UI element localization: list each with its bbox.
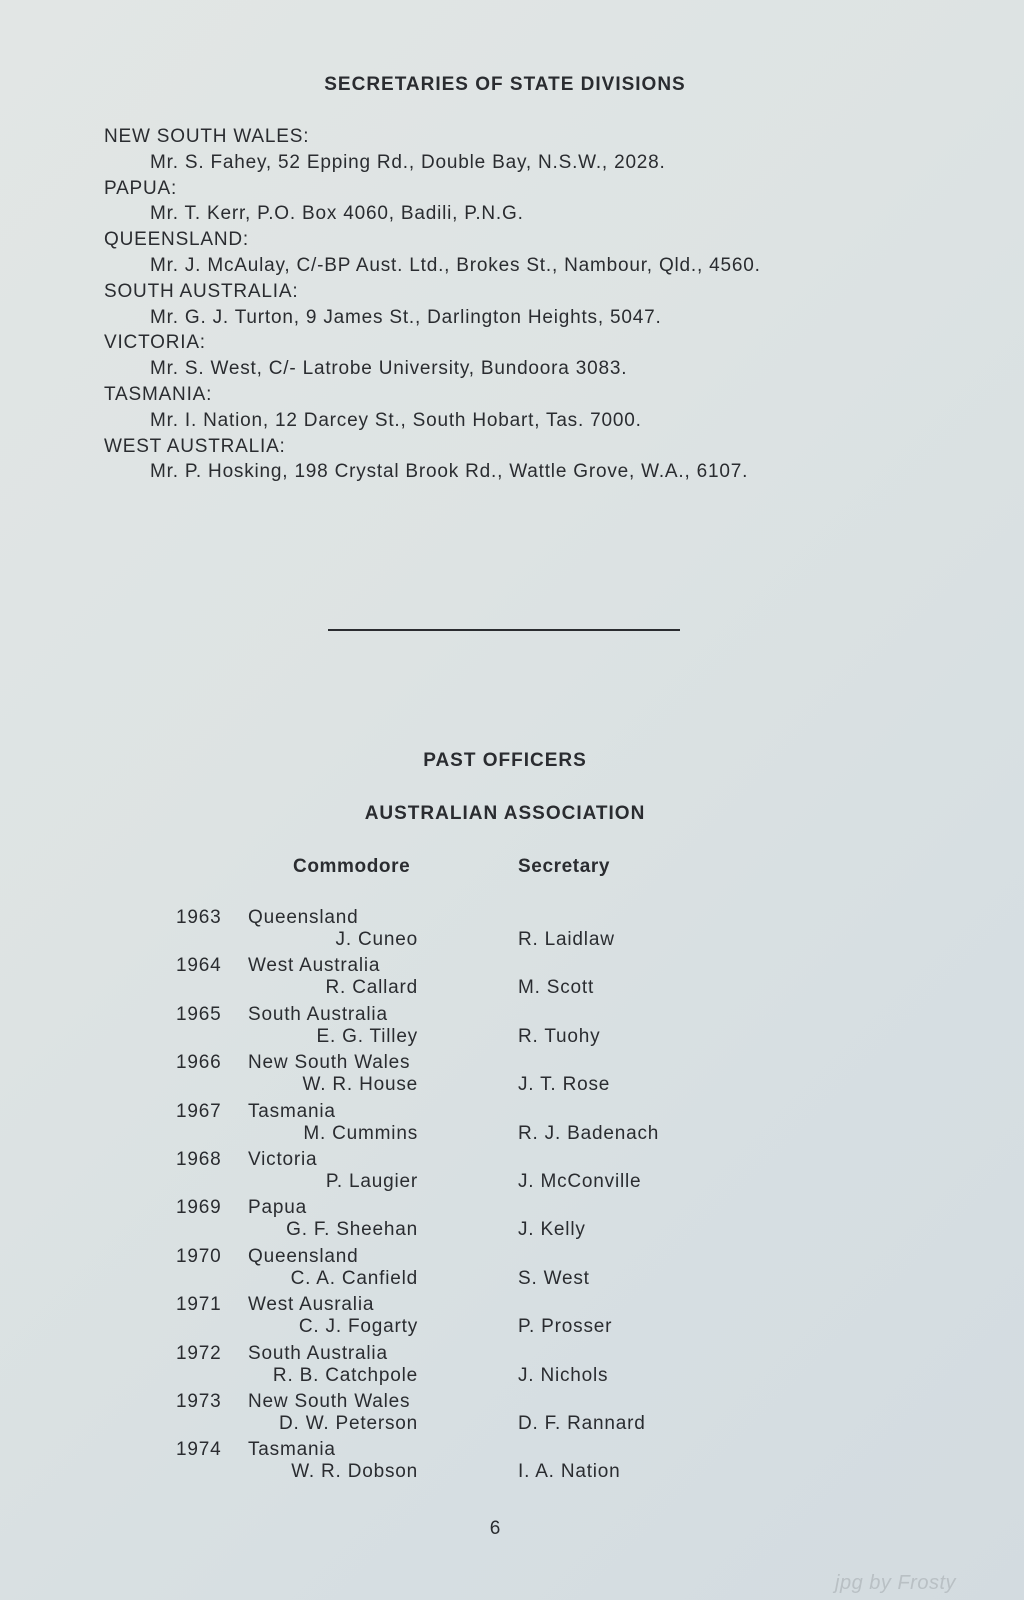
past-officers-title: PAST OFFICERS xyxy=(423,750,587,771)
officer-entry xyxy=(0,1101,1024,1149)
entry-commodore: C. A. Canfield xyxy=(290,1267,418,1289)
officer-entry xyxy=(0,1197,1024,1245)
page-number: 6 xyxy=(489,1518,501,1539)
officer-entry xyxy=(0,1294,1024,1342)
division-item xyxy=(104,227,761,279)
entry-state: Tasmania xyxy=(248,1439,336,1461)
officer-entry xyxy=(0,1149,1024,1197)
past-officers-list xyxy=(0,907,1024,1488)
section-divider xyxy=(328,629,680,631)
entry-secretary: M. Scott xyxy=(518,977,595,999)
division-item xyxy=(104,382,761,434)
entry-state: New South Wales xyxy=(248,1052,411,1074)
entry-commodore: E. G. Tilley xyxy=(316,1025,418,1047)
division-address: Mr. I. Nation, 12 Darcey St., South Hobart, Tas. 7000. xyxy=(150,409,642,431)
entry-secretary: J. Kelly xyxy=(518,1219,586,1241)
entry-state: South Australia xyxy=(248,1342,388,1364)
division-state: QUEENSLAND: xyxy=(104,229,250,251)
entry-year: 1964 xyxy=(176,955,222,977)
division-address: Mr. S. Fahey, 52 Epping Rd., Double Bay, N.S.W., 2028. xyxy=(150,151,666,173)
secretaries-title: SECRETARIES OF STATE DIVISIONS xyxy=(324,74,686,95)
secretary-column-header: Secretary xyxy=(518,856,611,877)
division-address: Mr. S. West, C/- Latrobe University, Bundoora 3083. xyxy=(150,358,628,380)
division-state: VICTORIA: xyxy=(104,332,206,354)
officer-entry xyxy=(0,1391,1024,1439)
entry-year: 1974 xyxy=(176,1439,222,1461)
entry-secretary: J. T. Rose xyxy=(518,1074,611,1096)
watermark: jpg by Frosty xyxy=(835,1572,956,1594)
division-item xyxy=(104,330,761,382)
entry-secretary: S. West xyxy=(518,1267,590,1289)
entry-commodore: D. W. Peterson xyxy=(279,1412,418,1434)
officer-entry xyxy=(0,1052,1024,1100)
entry-state: Papua xyxy=(248,1197,307,1219)
division-state: NEW SOUTH WALES: xyxy=(104,126,310,147)
division-state: PAPUA: xyxy=(104,177,178,199)
division-item xyxy=(104,124,761,176)
entry-secretary: J. McConville xyxy=(518,1170,642,1192)
entry-year: 1970 xyxy=(176,1245,222,1267)
entry-year: 1968 xyxy=(176,1148,222,1170)
entry-secretary: P. Prosser xyxy=(518,1316,613,1338)
association-title: AUSTRALIAN ASSOCIATION xyxy=(364,803,646,824)
divisions-list xyxy=(104,124,761,485)
officer-entry xyxy=(0,955,1024,1003)
entry-year: 1966 xyxy=(176,1052,222,1074)
division-address: Mr. P. Hosking, 198 Crystal Brook Rd., Wattle Grove, W.A., 6107. xyxy=(150,461,749,483)
entry-commodore: P. Laugier xyxy=(325,1170,418,1192)
entry-state: Victoria xyxy=(248,1148,318,1170)
division-item xyxy=(104,176,761,228)
entry-secretary: R. J. Badenach xyxy=(518,1122,660,1144)
entry-secretary: I. A. Nation xyxy=(518,1461,621,1483)
entry-commodore: R. Callard xyxy=(325,977,418,999)
entry-secretary: D. F. Rannard xyxy=(518,1412,646,1434)
commodore-column-header: Commodore xyxy=(293,856,411,877)
division-item xyxy=(104,434,761,486)
officer-entry xyxy=(0,1004,1024,1052)
entry-secretary: R. Laidlaw xyxy=(518,929,615,950)
entry-commodore: W. R. Dobson xyxy=(291,1461,418,1483)
entry-state: Tasmania xyxy=(248,1100,336,1122)
division-address: Mr. G. J. Turton, 9 James St., Darlington Heights, 5047. xyxy=(150,306,662,328)
entry-state: West Australia xyxy=(248,955,381,977)
entry-year: 1972 xyxy=(176,1342,222,1364)
division-address: Mr. J. McAulay, C/-BP Aust. Ltd., Brokes St., Nambour, Qld., 4560. xyxy=(150,254,761,276)
entry-commodore: W. R. House xyxy=(302,1074,418,1096)
entry-state: Queensland xyxy=(248,907,359,928)
entry-secretary: J. Nichols xyxy=(518,1364,609,1386)
entry-year: 1969 xyxy=(176,1197,222,1219)
entry-year: 1973 xyxy=(176,1390,222,1412)
division-state: TASMANIA: xyxy=(104,383,213,405)
officer-entry xyxy=(0,1439,1024,1487)
entry-commodore: C. J. Fogarty xyxy=(298,1316,418,1338)
entry-commodore: M. Cummins xyxy=(303,1122,418,1144)
officer-entry xyxy=(0,1343,1024,1391)
entry-commodore: G. F. Sheehan xyxy=(286,1219,418,1241)
entry-commodore: J. Cuneo xyxy=(335,929,418,950)
entry-year: 1971 xyxy=(176,1294,222,1316)
entry-state: West Ausralia xyxy=(248,1294,375,1316)
entry-year: 1967 xyxy=(176,1100,222,1122)
entry-year: 1963 xyxy=(176,907,222,928)
division-item xyxy=(104,279,761,331)
entry-state: South Australia xyxy=(248,1003,388,1025)
entry-state: Queensland xyxy=(248,1245,359,1267)
entry-secretary: R. Tuohy xyxy=(518,1025,601,1047)
entry-state: New South Wales xyxy=(248,1390,411,1412)
entry-year: 1965 xyxy=(176,1003,222,1025)
division-state: SOUTH AUSTRALIA: xyxy=(104,280,299,302)
entry-commodore: R. B. Catchpole xyxy=(272,1364,418,1386)
division-state: WEST AUSTRALIA: xyxy=(104,435,286,457)
officer-entry xyxy=(0,907,1024,955)
division-address: Mr. T. Kerr, P.O. Box 4060, Badili, P.N.G. xyxy=(150,203,524,225)
officer-entry xyxy=(0,1246,1024,1294)
